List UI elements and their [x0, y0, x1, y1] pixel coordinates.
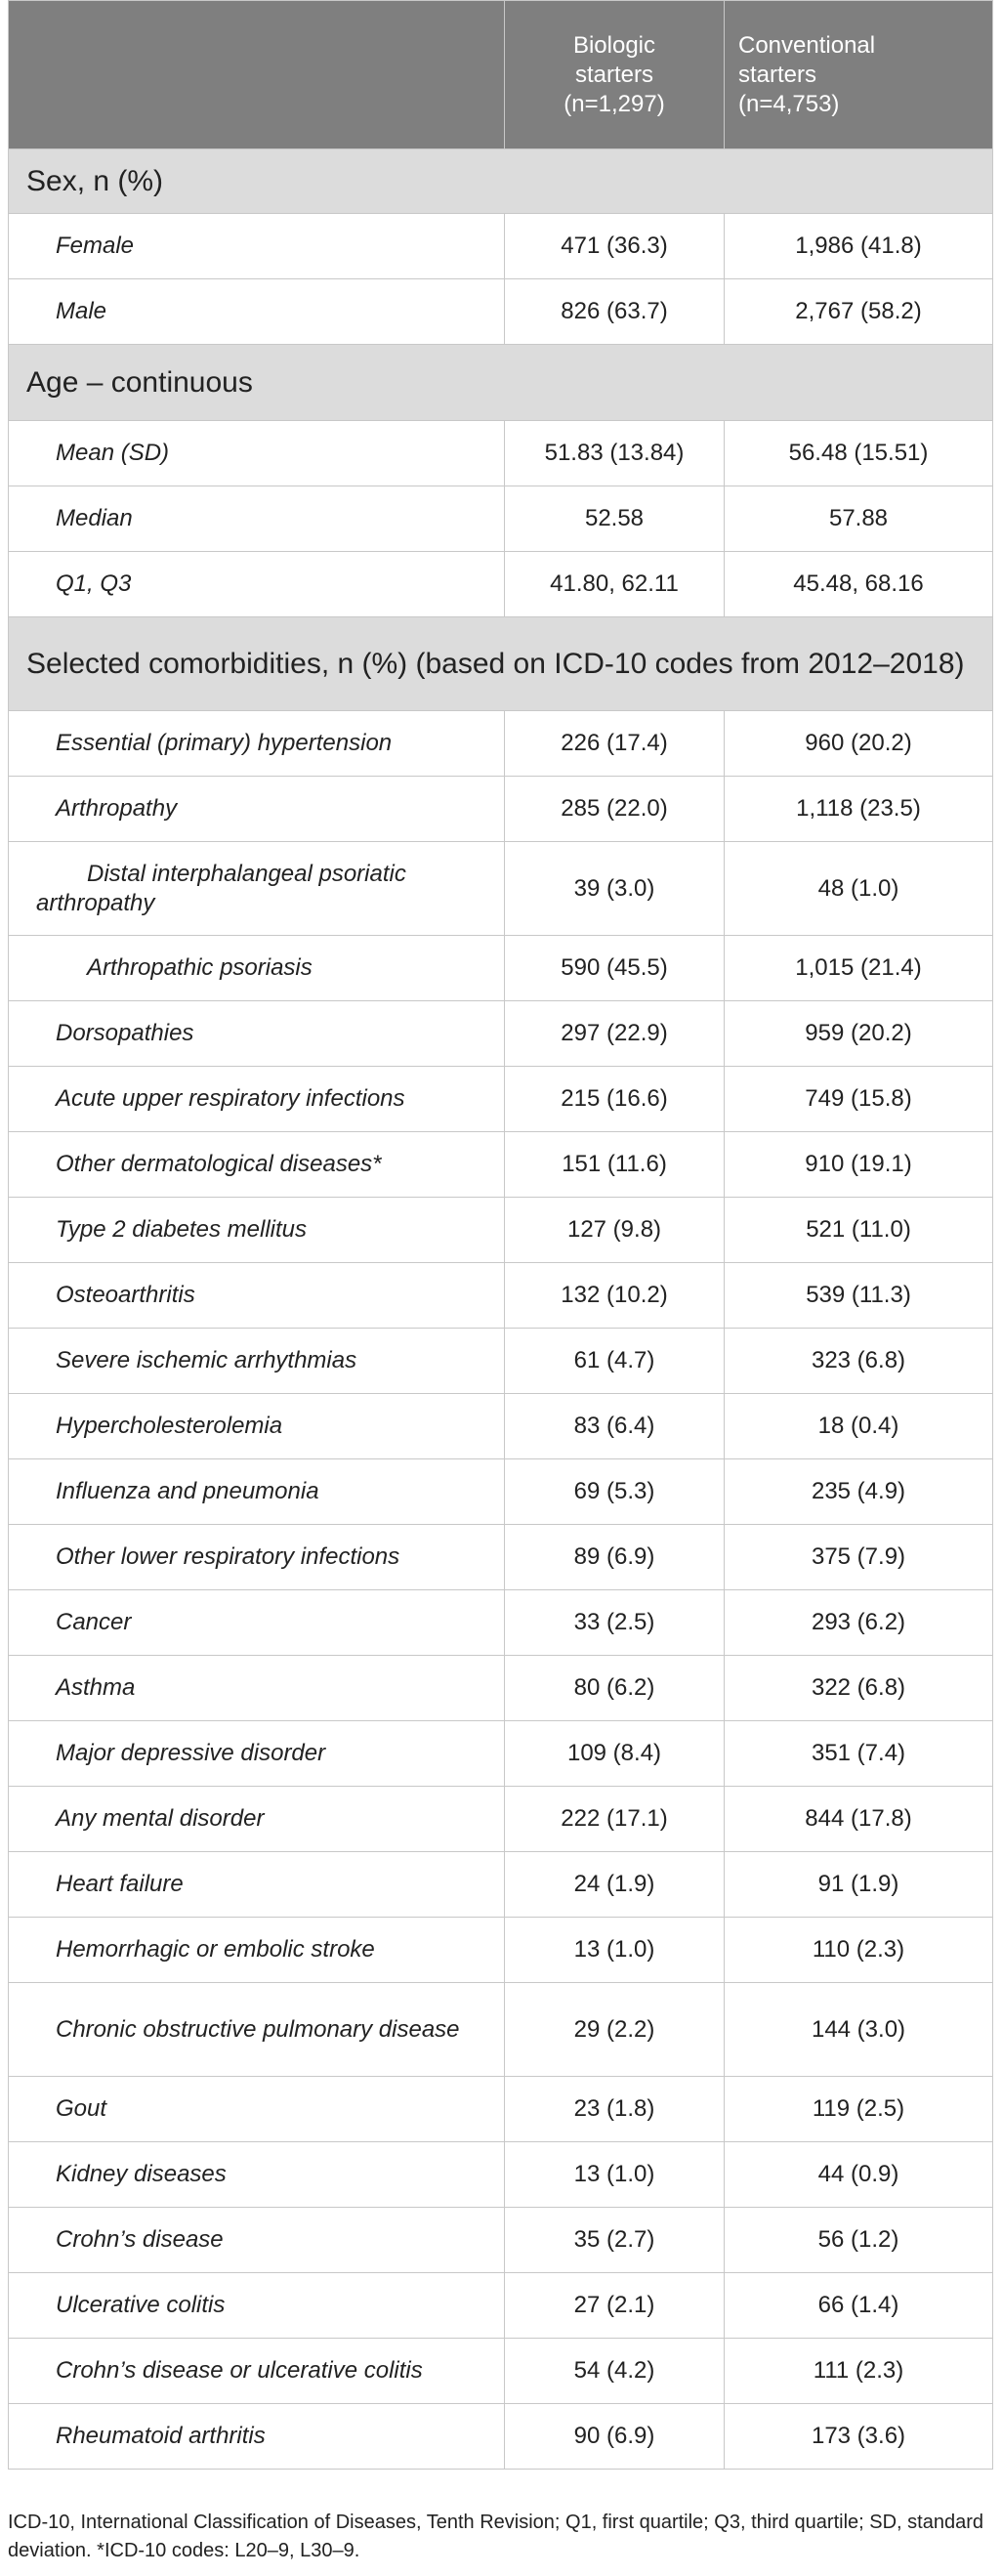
- row-label: Other dermatological diseases*: [9, 1132, 505, 1198]
- row-label: Hemorrhagic or embolic stroke: [9, 1918, 505, 1983]
- row-label: Median: [9, 486, 505, 552]
- row-label: Acute upper respiratory infections: [9, 1067, 505, 1132]
- row-label: Mean (SD): [9, 421, 505, 486]
- biologic-value: 127 (9.8): [505, 1198, 725, 1263]
- biologic-value: 80 (6.2): [505, 1656, 725, 1721]
- conventional-value: 91 (1.9): [725, 1852, 993, 1918]
- row-label: Other lower respiratory infections: [9, 1525, 505, 1590]
- row-label: Distal interphalangeal psoriatic arthropathy: [9, 842, 505, 936]
- table-row: [9, 1132, 993, 1198]
- biologic-value: 471 (36.3): [505, 214, 725, 279]
- biologic-value: 52.58: [505, 486, 725, 552]
- table-row: [9, 1198, 993, 1263]
- conventional-value: 44 (0.9): [725, 2142, 993, 2208]
- biologic-value: 222 (17.1): [505, 1787, 725, 1852]
- row-label: Female: [9, 214, 505, 279]
- biologic-value: 69 (5.3): [505, 1459, 725, 1525]
- row-label: Q1, Q3: [9, 552, 505, 617]
- biologic-value: 23 (1.8): [505, 2077, 725, 2142]
- conventional-value: 323 (6.8): [725, 1329, 993, 1394]
- table-row: [9, 1721, 993, 1787]
- baseline-characteristics-table: [8, 0, 993, 2470]
- header-conventional-line-3: (n=4,753): [738, 90, 840, 117]
- biologic-value: 54 (4.2): [505, 2339, 725, 2404]
- conventional-value: 235 (4.9): [725, 1459, 993, 1525]
- conventional-value: 1,986 (41.8): [725, 214, 993, 279]
- header-biologic-starters: [505, 1, 725, 149]
- header-conventional-line-1: Conventional: [738, 31, 876, 59]
- conventional-value: 48 (1.0): [725, 842, 993, 936]
- section-header-row: [9, 345, 993, 421]
- biologic-value: 39 (3.0): [505, 842, 725, 936]
- conventional-value: 1,118 (23.5): [725, 777, 993, 842]
- biologic-value: 132 (10.2): [505, 1263, 725, 1329]
- table-row: [9, 552, 993, 617]
- row-label: Chronic obstructive pulmonary disease: [9, 1983, 505, 2077]
- row-label: Rheumatoid arthritis: [9, 2404, 505, 2470]
- conventional-value: 293 (6.2): [725, 1590, 993, 1656]
- row-label: Major depressive disorder: [9, 1721, 505, 1787]
- biologic-value: 51.83 (13.84): [505, 421, 725, 486]
- row-label: Crohn’s disease: [9, 2208, 505, 2273]
- table-row: [9, 1656, 993, 1721]
- section-title: Selected comorbidities, n (%) (based on ICD-10 codes from 2012–2018): [9, 617, 993, 711]
- table-row: [9, 2404, 993, 2470]
- table-row: [9, 1852, 993, 1918]
- table-row: [9, 2339, 993, 2404]
- table-header: [9, 1, 993, 149]
- biologic-value: 27 (2.1): [505, 2273, 725, 2339]
- conventional-value: 66 (1.4): [725, 2273, 993, 2339]
- header-row: [9, 1, 993, 149]
- biologic-value: 35 (2.7): [505, 2208, 725, 2273]
- table-row: [9, 1983, 993, 2077]
- conventional-value: 57.88: [725, 486, 993, 552]
- row-label: Type 2 diabetes mellitus: [9, 1198, 505, 1263]
- conventional-value: 110 (2.3): [725, 1918, 993, 1983]
- conventional-value: 111 (2.3): [725, 2339, 993, 2404]
- table-row: [9, 1329, 993, 1394]
- conventional-value: 1,015 (21.4): [725, 936, 993, 1001]
- biologic-value: 13 (1.0): [505, 2142, 725, 2208]
- table-row: [9, 1394, 993, 1459]
- conventional-value: 56.48 (15.51): [725, 421, 993, 486]
- row-label: Arthropathy: [9, 777, 505, 842]
- row-label: Kidney diseases: [9, 2142, 505, 2208]
- table-row: [9, 486, 993, 552]
- biologic-value: 29 (2.2): [505, 1983, 725, 2077]
- biologic-value: 61 (4.7): [505, 1329, 725, 1394]
- table-row: [9, 711, 993, 777]
- row-label: Cancer: [9, 1590, 505, 1656]
- table-container: [8, 0, 992, 2470]
- row-label: Dorsopathies: [9, 1001, 505, 1067]
- table-row: [9, 936, 993, 1001]
- header-biologic-line-1: Biologic: [572, 31, 656, 59]
- conventional-value: 173 (3.6): [725, 2404, 993, 2470]
- table-row: [9, 1918, 993, 1983]
- table-row: [9, 2142, 993, 2208]
- biologic-value: 90 (6.9): [505, 2404, 725, 2470]
- table-row: [9, 2077, 993, 2142]
- conventional-value: 844 (17.8): [725, 1787, 993, 1852]
- biologic-value: 33 (2.5): [505, 1590, 725, 1656]
- biologic-value: 826 (63.7): [505, 279, 725, 345]
- conventional-value: 18 (0.4): [725, 1394, 993, 1459]
- section-title: Sex, n (%): [9, 149, 993, 214]
- header-blank-cell: [9, 1, 505, 149]
- header-biologic-line-2: starters: [574, 61, 653, 88]
- biologic-value: 215 (16.6): [505, 1067, 725, 1132]
- table-row: [9, 1590, 993, 1656]
- table-row: [9, 1001, 993, 1067]
- table-row: [9, 1263, 993, 1329]
- table-row: [9, 2273, 993, 2339]
- table-row: [9, 214, 993, 279]
- biologic-value: 13 (1.0): [505, 1918, 725, 1983]
- conventional-value: 45.48, 68.16: [725, 552, 993, 617]
- biologic-value: 285 (22.0): [505, 777, 725, 842]
- table-footnote: ICD-10, International Classification of Diseases, Tenth Revision; Q1, first quartile; Q3, third quartile; SD, standard deviation. *ICD-10 codes: L20–9, L30–9.: [8, 2512, 983, 2561]
- row-label: Crohn’s disease or ulcerative colitis: [9, 2339, 505, 2404]
- table-body: [9, 149, 993, 2470]
- row-label: Essential (primary) hypertension: [9, 711, 505, 777]
- biologic-value: 89 (6.9): [505, 1525, 725, 1590]
- table-row: [9, 842, 993, 936]
- section-header-row: [9, 149, 993, 214]
- row-label: Asthma: [9, 1656, 505, 1721]
- header-conventional-starters: [725, 1, 993, 149]
- table-row: [9, 421, 993, 486]
- row-label: Arthropathic psoriasis: [9, 936, 505, 1001]
- conventional-value: 322 (6.8): [725, 1656, 993, 1721]
- conventional-value: 521 (11.0): [725, 1198, 993, 1263]
- conventional-value: 375 (7.9): [725, 1525, 993, 1590]
- conventional-value: 959 (20.2): [725, 1001, 993, 1067]
- conventional-value: 144 (3.0): [725, 1983, 993, 2077]
- biologic-value: 109 (8.4): [505, 1721, 725, 1787]
- conventional-value: 2,767 (58.2): [725, 279, 993, 345]
- row-label: Any mental disorder: [9, 1787, 505, 1852]
- conventional-value: 119 (2.5): [725, 2077, 993, 2142]
- biologic-value: 24 (1.9): [505, 1852, 725, 1918]
- conventional-value: 351 (7.4): [725, 1721, 993, 1787]
- row-label: Hypercholesterolemia: [9, 1394, 505, 1459]
- conventional-value: 56 (1.2): [725, 2208, 993, 2273]
- conventional-value: 749 (15.8): [725, 1067, 993, 1132]
- row-label: Influenza and pneumonia: [9, 1459, 505, 1525]
- row-label: Male: [9, 279, 505, 345]
- table-row: [9, 279, 993, 345]
- header-conventional-line-2: starters: [738, 61, 817, 88]
- biologic-value: 83 (6.4): [505, 1394, 725, 1459]
- table-row: [9, 1067, 993, 1132]
- row-label: Severe ischemic arrhythmias: [9, 1329, 505, 1394]
- conventional-value: 539 (11.3): [725, 1263, 993, 1329]
- biologic-value: 226 (17.4): [505, 711, 725, 777]
- conventional-value: 960 (20.2): [725, 711, 993, 777]
- biologic-value: 151 (11.6): [505, 1132, 725, 1198]
- table-row: [9, 1525, 993, 1590]
- row-label: Osteoarthritis: [9, 1263, 505, 1329]
- table-row: [9, 1787, 993, 1852]
- row-label: Ulcerative colitis: [9, 2273, 505, 2339]
- header-biologic-line-3: (n=1,297): [564, 90, 665, 117]
- conventional-value: 910 (19.1): [725, 1132, 993, 1198]
- section-header-row: [9, 617, 993, 711]
- row-label: Heart failure: [9, 1852, 505, 1918]
- section-title: Age – continuous: [9, 345, 993, 421]
- biologic-value: 41.80, 62.11: [505, 552, 725, 617]
- row-label: Gout: [9, 2077, 505, 2142]
- table-row: [9, 1459, 993, 1525]
- table-row: [9, 777, 993, 842]
- biologic-value: 590 (45.5): [505, 936, 725, 1001]
- biologic-value: 297 (22.9): [505, 1001, 725, 1067]
- table-row: [9, 2208, 993, 2273]
